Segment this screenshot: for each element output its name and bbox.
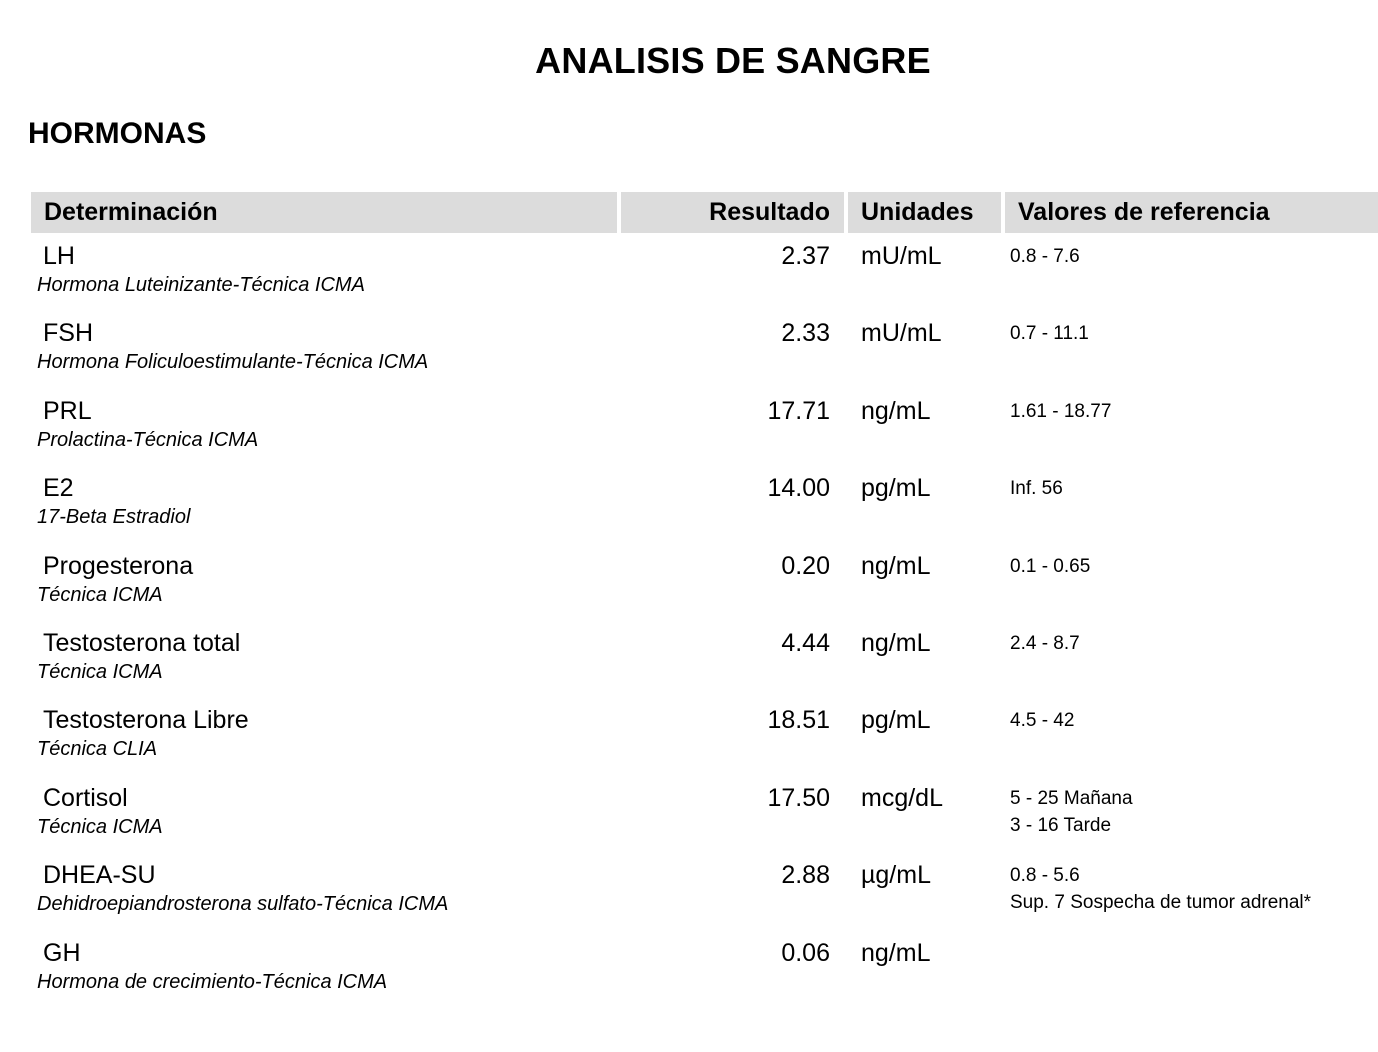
test-unit: mU/mL: [861, 242, 942, 270]
header-resultado: Resultado: [621, 192, 844, 233]
reference-line: 0.8 - 7.6: [1010, 246, 1080, 267]
test-method: Hormona Luteinizante-Técnica ICMA: [37, 274, 365, 296]
test-result: 0.20: [781, 551, 830, 580]
reference-values: [1010, 707, 1074, 734]
test-name: LH: [43, 242, 75, 270]
reference-line: 4.5 - 42: [1010, 710, 1075, 732]
reference-line: 0.7 - 11.1: [1010, 323, 1089, 345]
test-unit: ng/mL: [861, 628, 931, 657]
test-method: Técnica CLIA: [37, 738, 158, 761]
table-row: [0, 930, 1378, 1007]
test-method: 17-Beta Estradiol: [37, 506, 191, 529]
reference-line: 3 - 16 Tarde: [1010, 814, 1112, 836]
header-unidades: Unidades: [848, 192, 1001, 233]
test-unit: mcg/dL: [861, 783, 943, 812]
table-row: [0, 775, 1378, 852]
document-title: ANALISIS DE SANGRE: [535, 40, 931, 81]
table-row: [0, 852, 1378, 929]
test-result: 0.06: [781, 938, 830, 967]
reference-values: [1010, 320, 1089, 347]
test-name: Testosterona Libre: [43, 706, 249, 735]
test-result: 2.37: [781, 242, 830, 270]
table-row: [0, 388, 1378, 465]
test-method: Prolactina-Técnica ICMA: [37, 428, 259, 451]
results-table-body: [0, 233, 1378, 1007]
table-row: [0, 620, 1378, 697]
header-valores-referencia: Valores de referencia: [1005, 192, 1378, 233]
test-method: Dehidroepiandrosterona sulfato-Técnica ICMA: [37, 893, 449, 916]
table-row: [0, 543, 1378, 620]
test-name: PRL: [43, 396, 92, 425]
test-unit: ng/mL: [861, 551, 931, 580]
test-unit: mU/mL: [861, 319, 942, 348]
header-determinacion: Determinación: [31, 192, 617, 233]
reference-line: 1.61 - 18.77: [1010, 400, 1112, 422]
test-method: Hormona Foliculoestimulante-Técnica ICMA: [37, 351, 429, 374]
table-row: [0, 233, 1378, 310]
test-name: Cortisol: [43, 783, 128, 812]
section-title: HORMONAS: [28, 117, 207, 150]
reference-values: [1010, 398, 1111, 425]
test-name: E2: [43, 474, 74, 503]
test-result: 2.88: [781, 861, 830, 890]
reference-line: 2.4 - 8.7: [1010, 632, 1080, 654]
test-name: Progesterona: [43, 551, 194, 580]
test-method: Hormona de crecimiento-Técnica ICMA: [37, 970, 388, 993]
test-name: GH: [43, 938, 81, 967]
test-result: 17.50: [767, 783, 830, 812]
test-method: Técnica ICMA: [37, 815, 163, 838]
table-row: [0, 465, 1378, 542]
test-unit: ng/mL: [861, 938, 931, 967]
test-name: DHEA-SU: [43, 861, 156, 890]
reference-values: [1010, 553, 1090, 580]
reference-values: [1010, 630, 1080, 657]
test-unit: ng/mL: [861, 396, 931, 425]
reference-line: 0.8 - 5.6: [1010, 865, 1080, 887]
test-result: 4.44: [781, 628, 830, 657]
test-result: 18.51: [767, 706, 830, 735]
test-unit: µg/mL: [861, 861, 931, 890]
test-name: FSH: [43, 319, 93, 348]
reference-values: [1010, 785, 1133, 839]
reference-line: Inf. 56: [1010, 478, 1063, 500]
reference-line: Sup. 7 Sospecha de tumor adrenal*: [1010, 892, 1312, 914]
test-unit: pg/mL: [861, 474, 931, 503]
test-method: Técnica ICMA: [37, 660, 163, 683]
reference-values: [1010, 475, 1063, 502]
table-row: [0, 697, 1378, 774]
test-unit: pg/mL: [861, 706, 931, 735]
test-result: 17.71: [767, 396, 830, 425]
reference-values: [1010, 862, 1311, 916]
test-result: 14.00: [767, 474, 830, 503]
reference-line: 5 - 25 Mañana: [1010, 787, 1133, 809]
table-row: [0, 310, 1378, 387]
test-result: 2.33: [781, 319, 830, 348]
test-method: Técnica ICMA: [37, 583, 163, 606]
reference-line: 0.1 - 0.65: [1010, 555, 1091, 577]
test-name: Testosterona total: [43, 628, 241, 657]
reference-values: [1010, 243, 1080, 270]
